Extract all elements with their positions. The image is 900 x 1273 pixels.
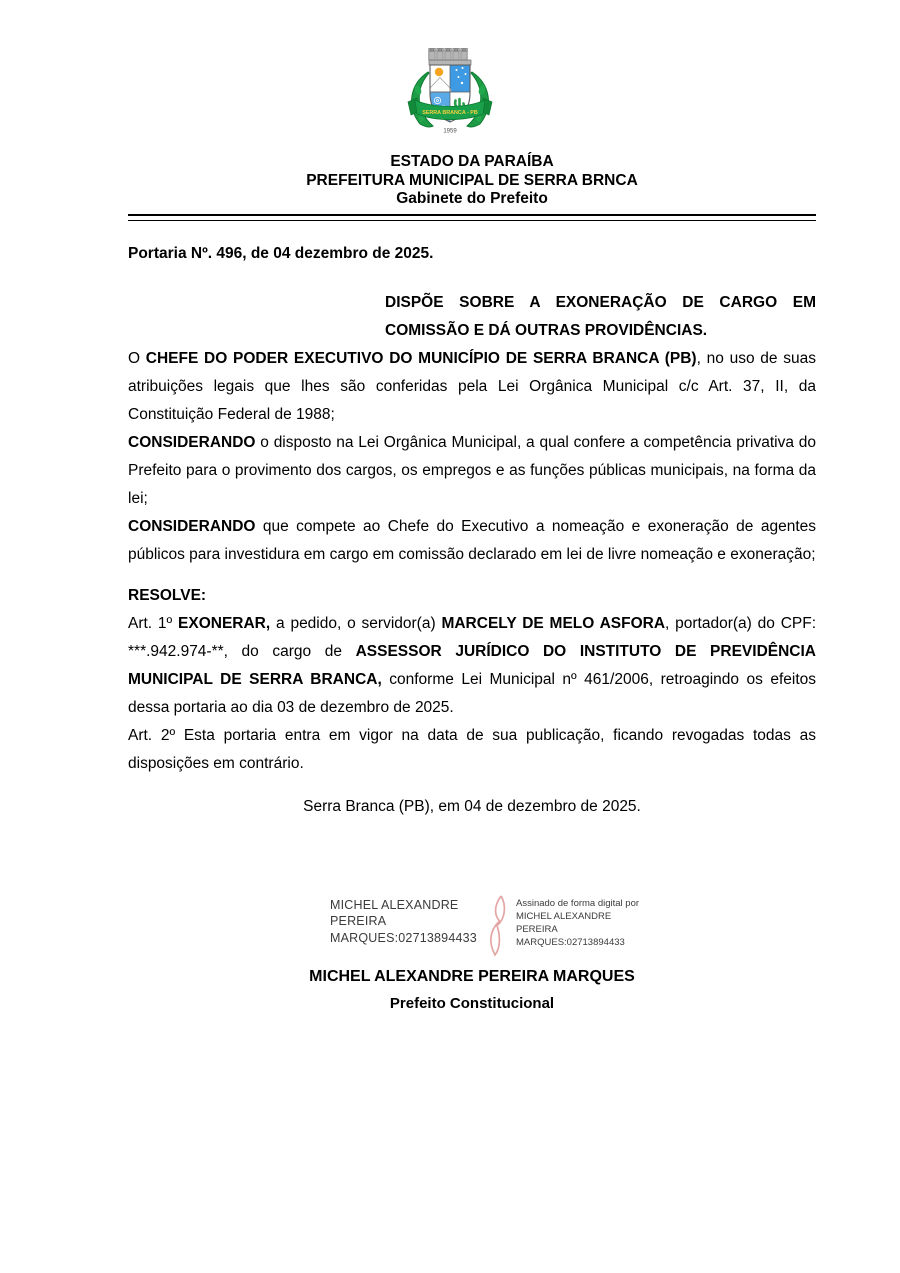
org-header-municipality: PREFEITURA MUNICIPAL DE SERRA BRNCA xyxy=(306,171,638,189)
sun-icon xyxy=(435,68,443,76)
org-header-office: Gabinete do Prefeito xyxy=(396,190,548,207)
considering-paragraph-2 xyxy=(128,513,816,569)
adobe-signature-mark-icon xyxy=(485,893,511,959)
place-date-line: Serra Branca (PB), em 04 de dezembro de 2025. xyxy=(303,797,641,815)
opening-paragraph xyxy=(128,345,816,429)
coat-of-arms-icon xyxy=(398,44,502,144)
article-1-verb: EXONERAR, xyxy=(178,614,271,632)
position-title: ASSESSOR JURÍDICO DO INSTITUTO DE PREVIDÊNCIA MUNICIPAL DE SERRA BRANCA, xyxy=(128,642,816,688)
article-1-run: , portador(a) do CPF: ***.942.974-**, do cargo de xyxy=(128,614,816,660)
considering-paragraph-1 xyxy=(128,429,816,513)
article-1-label: Art. 1º xyxy=(128,614,179,632)
org-header xyxy=(128,153,816,209)
resolve-heading: RESOLVE: xyxy=(128,586,207,604)
considering-text: o disposto na Lei Orgânica Municipal, a qual confere a competência privativa do Prefeito para o provimento dos cargos, os empregos e as funções públicas municipais, na forma da lei; xyxy=(128,433,816,507)
opening-authority: CHEFE DO PODER EXECUTIVO DO MUNICÍPIO DE SERRA BRANCA (PB) xyxy=(145,349,697,367)
opening-run: O xyxy=(128,349,146,367)
mural-crown xyxy=(429,49,471,66)
opening-run: , no uso de suas atribuições legais que lhes são conferidas pela Lei Orgânica Municipal c/c Art. 37, II, da Constituição Federal de 1988; xyxy=(128,349,816,423)
article-2-paragraph: Art. 2º Esta portaria entra em vigor na data de sua publicação, ficando revogadas todas as disposições em contrário. xyxy=(128,726,816,772)
municipal-coat-of-arms xyxy=(0,44,900,149)
certificate-holder-name: MICHEL ALEXANDRE PEREIRA MARQUES:02713894433 xyxy=(330,897,477,945)
signature-statement: Assinado de forma digital por MICHEL ALEXANDRE PEREIRA MARQUES:02713894433 xyxy=(516,897,640,948)
crest-year: 1959 xyxy=(443,128,457,135)
crest-banner-text: SERRA BRANCA - PB xyxy=(422,110,478,116)
considering-keyword: CONSIDERANDO xyxy=(128,517,256,535)
considering-keyword: CONSIDERANDO xyxy=(128,433,256,451)
org-header-state: ESTADO DA PARAÍBA xyxy=(390,153,554,170)
digital-signature-block xyxy=(330,897,816,959)
considering-text: que compete ao Chefe do Executivo a nomeação e exoneração de agentes públicos para investidura em cargo em comissão declarado em lei de livre nomeação e exoneração; xyxy=(128,517,816,563)
signer-name: MICHEL ALEXANDRE PEREIRA MARQUES xyxy=(309,967,635,985)
ordinance-epigraph: DISPÕE SOBRE A EXONERAÇÃO DE CARGO EM COMISSÃO E DÁ OUTRAS PROVIDÊNCIAS. xyxy=(385,293,816,339)
servant-name: MARCELY DE MELO ASFORA xyxy=(441,614,666,632)
signer-title: Prefeito Constitucional xyxy=(389,994,555,1012)
header-divider xyxy=(128,214,816,221)
ordinance-number-line: Portaria Nº. 496, de 04 dezembro de 2025. xyxy=(128,244,434,262)
article-1-run: a pedido, o servidor(a) xyxy=(270,614,442,632)
article-1-run: conforme Lei Municipal nº 461/2006, retroagindo os efeitos dessa portaria ao dia 03 de dezembro de 2025. xyxy=(128,670,816,716)
article-1-paragraph xyxy=(128,610,816,722)
